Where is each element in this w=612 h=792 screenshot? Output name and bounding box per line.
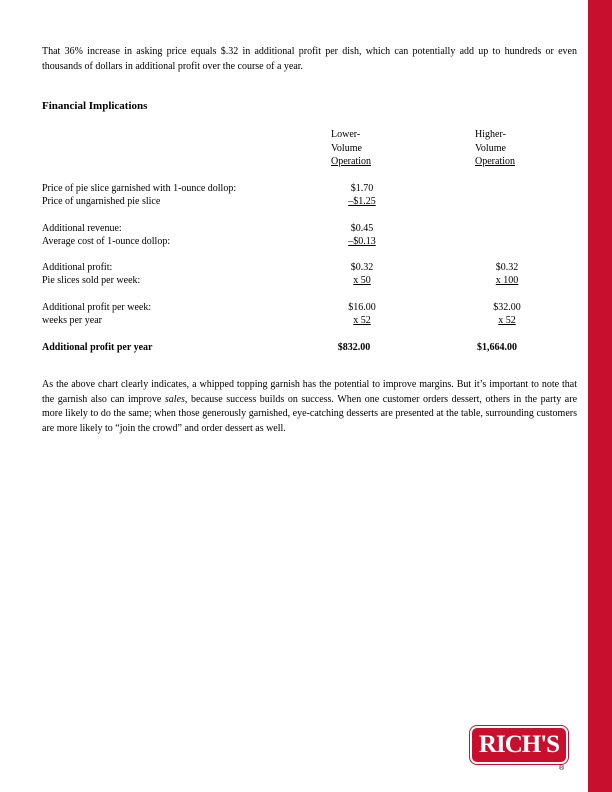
row-label: Additional profit per year	[42, 342, 153, 353]
lower-volume-value: $0.45	[350, 223, 374, 234]
table-row	[42, 182, 582, 195]
red-side-bar	[588, 0, 612, 792]
table-row	[42, 235, 582, 248]
row-label: Additional profit:	[42, 262, 113, 273]
column-header-lower-volume	[331, 128, 371, 169]
closing-text-part-1: As the above chart clearly indicates, a whipped topping garnish has the potential to improve margins. But it’s important to note that the garnish also can improve	[42, 379, 577, 405]
column-header-higher-volume	[475, 128, 515, 169]
lower-volume-value: x 50	[353, 275, 371, 286]
intro-paragraph: That 36% increase in asking price equals $.32 in additional profit per dish, which can potentially add up to hundreds or even thousands of dollars in additional profit over the course of a year.	[42, 46, 577, 72]
row-label: Price of pie slice garnished with 1-ounce dollop:	[42, 183, 237, 194]
higher-volume-value: $0.32	[495, 262, 519, 273]
row-label: Additional profit per week:	[42, 302, 152, 313]
table-row	[42, 195, 582, 208]
lower-volume-value: x 52	[353, 315, 371, 326]
table-row-total	[42, 341, 582, 354]
lower-volume-value: $832.00	[337, 342, 371, 353]
column-header-line: Operation	[331, 156, 371, 167]
row-label: Price of ungarnished pie slice	[42, 196, 161, 207]
row-label: weeks per year	[42, 315, 102, 326]
closing-text-part-2: , because success builds on success. When one customer orders dessert, others in the party are more likely to do the same; when those generously garnished, eye-catching desserts are presented at the table, surrounding customers are more likely to “join the crowd” and order dessert as well.	[42, 393, 578, 434]
table-row	[42, 301, 582, 314]
richs-logo	[472, 728, 566, 762]
table-row	[42, 222, 582, 235]
table-row	[42, 261, 582, 274]
higher-volume-value: x 100	[495, 275, 519, 286]
lower-volume-value: $16.00	[348, 302, 376, 313]
column-header-line: Volume	[331, 142, 362, 154]
higher-volume-value: $1,664.00	[477, 342, 517, 353]
table-row	[42, 274, 582, 287]
row-label: Pie slices sold per week:	[42, 275, 141, 286]
column-header-line: Lower-	[331, 129, 361, 140]
lower-volume-value: –$0.13	[348, 236, 376, 247]
higher-volume-value: x 52	[498, 315, 516, 326]
lower-volume-value: $0.32	[350, 262, 374, 273]
lower-volume-value: $1.70	[350, 183, 374, 194]
column-header-line: Higher-	[475, 129, 506, 140]
closing-paragraph	[42, 378, 577, 436]
row-label: Additional revenue:	[42, 223, 122, 234]
registered-mark: ®	[559, 765, 565, 772]
table-row	[42, 314, 582, 327]
lower-volume-value: –$1.25	[348, 196, 376, 207]
row-label: Average cost of 1-ounce dollop:	[42, 236, 171, 247]
section-heading: Financial Implications	[42, 100, 148, 112]
closing-emphasis: sales	[164, 393, 185, 405]
column-header-line: Operation	[475, 156, 515, 167]
higher-volume-value: $32.00	[493, 302, 521, 313]
column-header-line: Volume	[475, 142, 506, 154]
logo-text: RICH'S	[478, 731, 560, 758]
